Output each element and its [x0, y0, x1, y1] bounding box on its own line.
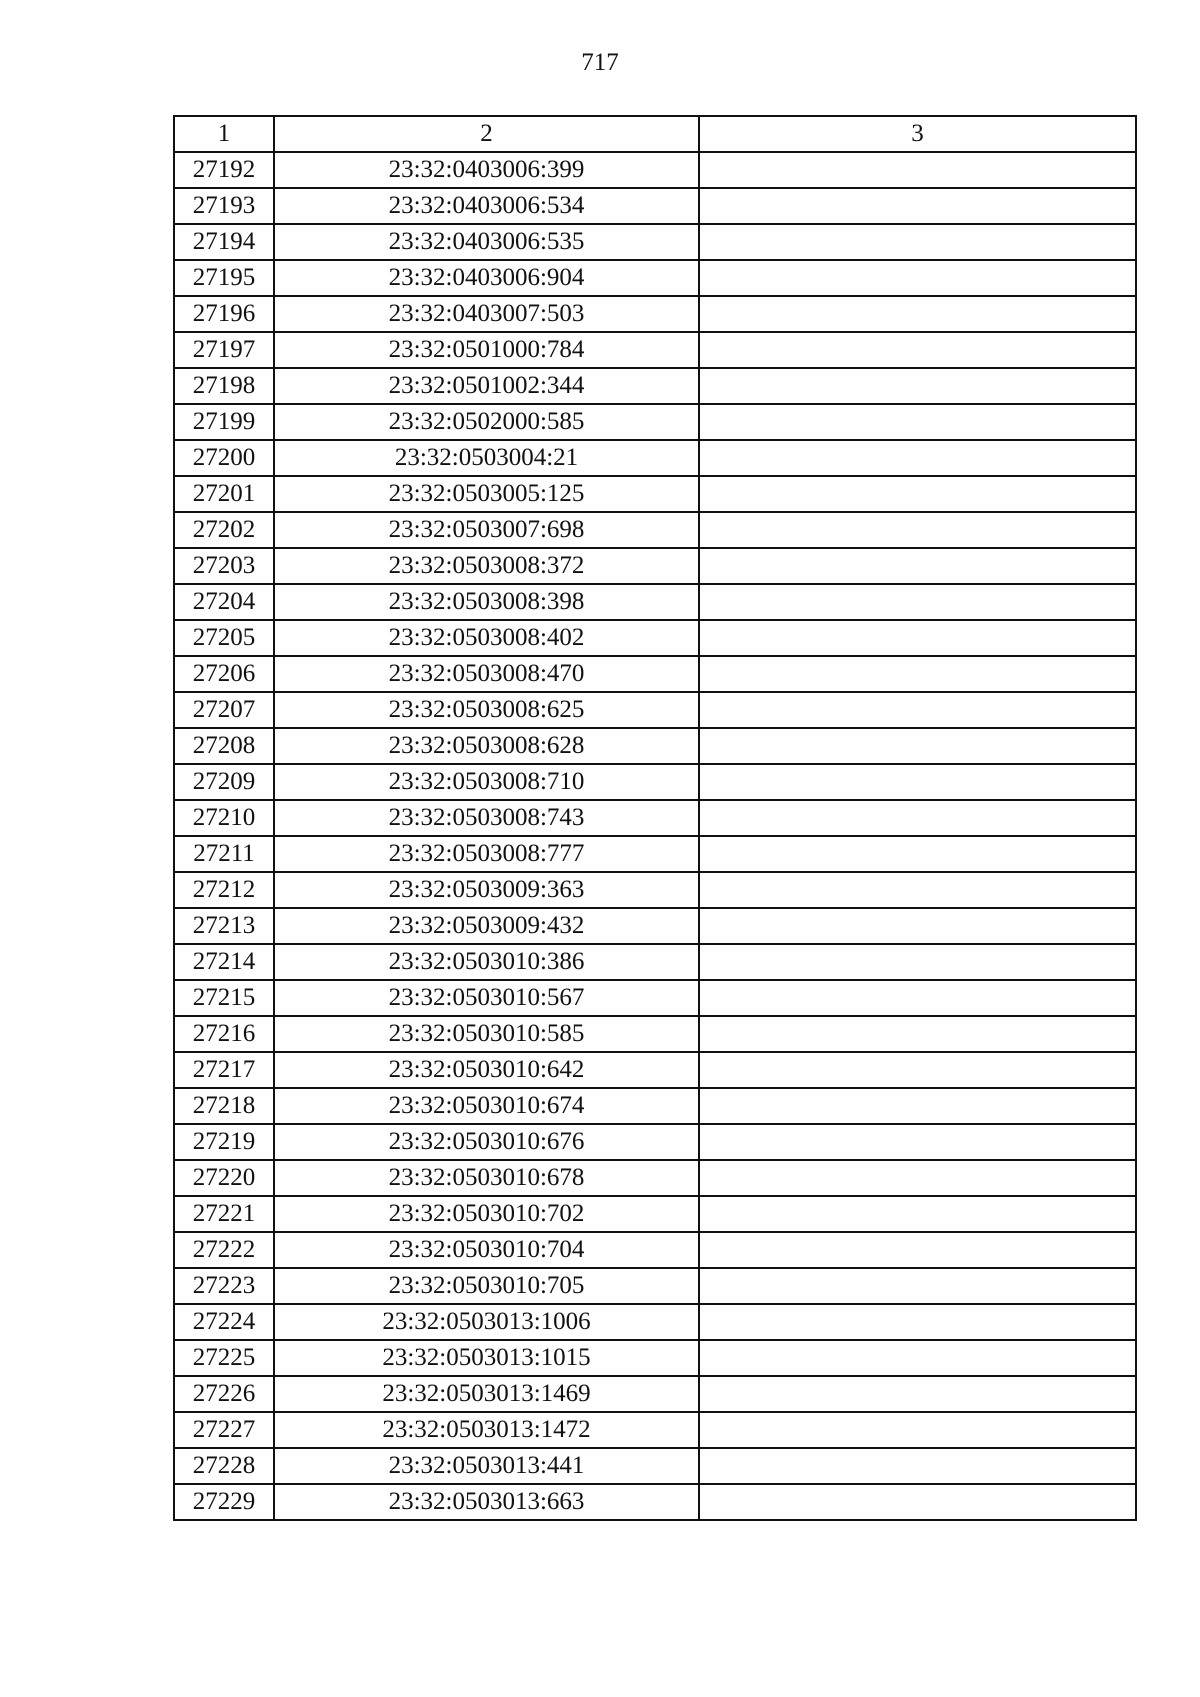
notes-cell	[699, 368, 1136, 404]
table-row	[174, 728, 1136, 764]
cadastral-number-cell: 23:32:0503008:777	[274, 836, 699, 872]
notes-cell	[699, 1412, 1136, 1448]
notes-cell	[699, 548, 1136, 584]
notes-cell	[699, 1160, 1136, 1196]
cadastral-number-cell: 23:32:0403006:534	[274, 188, 699, 224]
table-row	[174, 944, 1136, 980]
row-number-cell: 27226	[174, 1376, 274, 1412]
table-row	[174, 1232, 1136, 1268]
row-number-cell: 27203	[174, 548, 274, 584]
row-number-cell: 27208	[174, 728, 274, 764]
cadastral-number-cell: 23:32:0503010:386	[274, 944, 699, 980]
cadastral-number-cell: 23:32:0503005:125	[274, 476, 699, 512]
notes-cell	[699, 1052, 1136, 1088]
cadastral-number-cell: 23:32:0503010:704	[274, 1232, 699, 1268]
cadastral-number-cell: 23:32:0503010:676	[274, 1124, 699, 1160]
cadastral-number-cell: 23:32:0503010:567	[274, 980, 699, 1016]
cadastral-number-cell: 23:32:0501002:344	[274, 368, 699, 404]
cadastral-number-cell: 23:32:0503010:702	[274, 1196, 699, 1232]
row-number-cell: 27219	[174, 1124, 274, 1160]
table-row	[174, 908, 1136, 944]
notes-cell	[699, 1088, 1136, 1124]
notes-cell	[699, 1268, 1136, 1304]
notes-cell	[699, 1016, 1136, 1052]
table-row	[174, 800, 1136, 836]
row-number-cell: 27200	[174, 440, 274, 476]
cadastral-number-cell: 23:32:0503008:710	[274, 764, 699, 800]
notes-cell	[699, 188, 1136, 224]
table-row	[174, 980, 1136, 1016]
row-number-cell: 27216	[174, 1016, 274, 1052]
cadastral-number-cell: 23:32:0503010:642	[274, 1052, 699, 1088]
table-row	[174, 620, 1136, 656]
cadastral-number-cell: 23:32:0403006:399	[274, 152, 699, 188]
cadastral-number-cell: 23:32:0503008:743	[274, 800, 699, 836]
row-number-cell: 27206	[174, 656, 274, 692]
table-row	[174, 1124, 1136, 1160]
notes-cell	[699, 620, 1136, 656]
row-number-cell: 27213	[174, 908, 274, 944]
table-row	[174, 584, 1136, 620]
notes-cell	[699, 728, 1136, 764]
table-row	[174, 1484, 1136, 1520]
cadastral-number-cell: 23:32:0503009:363	[274, 872, 699, 908]
row-number-cell: 27198	[174, 368, 274, 404]
row-number-cell: 27194	[174, 224, 274, 260]
table-row	[174, 476, 1136, 512]
table-row	[174, 1160, 1136, 1196]
cadastral-number-cell: 23:32:0503013:1472	[274, 1412, 699, 1448]
table-row	[174, 836, 1136, 872]
row-number-cell: 27222	[174, 1232, 274, 1268]
cadastral-number-cell: 23:32:0503013:1015	[274, 1340, 699, 1376]
table-row	[174, 764, 1136, 800]
row-number-cell: 27201	[174, 476, 274, 512]
notes-cell	[699, 1232, 1136, 1268]
notes-cell	[699, 1196, 1136, 1232]
table-row	[174, 296, 1136, 332]
notes-cell	[699, 152, 1136, 188]
column-header-2: 2	[274, 116, 699, 152]
row-number-cell: 27207	[174, 692, 274, 728]
row-number-cell: 27225	[174, 1340, 274, 1376]
row-number-cell: 27193	[174, 188, 274, 224]
cadastral-number-cell: 23:32:0503010:674	[274, 1088, 699, 1124]
cadastral-number-cell: 23:32:0503008:372	[274, 548, 699, 584]
row-number-cell: 27210	[174, 800, 274, 836]
cadastral-number-cell: 23:32:0403006:904	[274, 260, 699, 296]
row-number-cell: 27199	[174, 404, 274, 440]
cadastral-number-cell: 23:32:0503008:398	[274, 584, 699, 620]
cadastral-number-cell: 23:32:0503007:698	[274, 512, 699, 548]
table-row	[174, 260, 1136, 296]
table-row	[174, 440, 1136, 476]
row-number-cell: 27195	[174, 260, 274, 296]
notes-cell	[699, 584, 1136, 620]
row-number-cell: 27212	[174, 872, 274, 908]
cadastral-number-cell: 23:32:0503008:628	[274, 728, 699, 764]
cadastral-number-cell: 23:32:0503009:432	[274, 908, 699, 944]
table-row	[174, 1016, 1136, 1052]
notes-cell	[699, 656, 1136, 692]
table-row	[174, 1340, 1136, 1376]
cadastral-number-cell: 23:32:0403006:535	[274, 224, 699, 260]
cadastral-number-cell: 23:32:0503010:678	[274, 1160, 699, 1196]
row-number-cell: 27223	[174, 1268, 274, 1304]
row-number-cell: 27228	[174, 1448, 274, 1484]
table-row	[174, 872, 1136, 908]
row-number-cell: 27220	[174, 1160, 274, 1196]
row-number-cell: 27202	[174, 512, 274, 548]
row-number-cell: 27204	[174, 584, 274, 620]
table-header-row	[174, 116, 1136, 152]
row-number-cell: 27227	[174, 1412, 274, 1448]
row-number-cell: 27196	[174, 296, 274, 332]
row-number-cell: 27224	[174, 1304, 274, 1340]
table-row	[174, 1412, 1136, 1448]
cadastral-number-cell: 23:32:0403007:503	[274, 296, 699, 332]
row-number-cell: 27217	[174, 1052, 274, 1088]
notes-cell	[699, 332, 1136, 368]
table-row	[174, 1052, 1136, 1088]
notes-cell	[699, 476, 1136, 512]
table-row	[174, 152, 1136, 188]
notes-cell	[699, 224, 1136, 260]
notes-cell	[699, 908, 1136, 944]
notes-cell	[699, 404, 1136, 440]
row-number-cell: 27214	[174, 944, 274, 980]
notes-cell	[699, 1124, 1136, 1160]
table-row	[174, 548, 1136, 584]
notes-cell	[699, 260, 1136, 296]
cadastral-number-cell: 23:32:0503008:402	[274, 620, 699, 656]
notes-cell	[699, 1448, 1136, 1484]
cadastral-number-cell: 23:32:0503013:663	[274, 1484, 699, 1520]
cadastral-number-cell: 23:32:0503013:441	[274, 1448, 699, 1484]
column-header-3: 3	[699, 116, 1136, 152]
notes-cell	[699, 1376, 1136, 1412]
row-number-cell: 27211	[174, 836, 274, 872]
row-number-cell: 27192	[174, 152, 274, 188]
table-row	[174, 404, 1136, 440]
notes-cell	[699, 764, 1136, 800]
notes-cell	[699, 1340, 1136, 1376]
cadastral-number-cell: 23:32:0503008:625	[274, 692, 699, 728]
notes-cell	[699, 872, 1136, 908]
cadastral-number-cell: 23:32:0503004:21	[274, 440, 699, 476]
table-row	[174, 692, 1136, 728]
notes-cell	[699, 980, 1136, 1016]
cadastral-number-cell: 23:32:0501000:784	[274, 332, 699, 368]
page-number: 717	[581, 49, 619, 76]
notes-cell	[699, 296, 1136, 332]
row-number-cell: 27215	[174, 980, 274, 1016]
table-row	[174, 332, 1136, 368]
table-row	[174, 368, 1136, 404]
notes-cell	[699, 440, 1136, 476]
table-row	[174, 1448, 1136, 1484]
cadastral-number-cell: 23:32:0503010:705	[274, 1268, 699, 1304]
cadastral-number-cell: 23:32:0503013:1006	[274, 1304, 699, 1340]
table-row	[174, 1376, 1136, 1412]
cadastral-number-cell: 23:32:0503013:1469	[274, 1376, 699, 1412]
notes-cell	[699, 512, 1136, 548]
cadastral-number-cell: 23:32:0502000:585	[274, 404, 699, 440]
registry-table	[173, 115, 1137, 1521]
row-number-cell: 27221	[174, 1196, 274, 1232]
table-row	[174, 224, 1136, 260]
row-number-cell: 27205	[174, 620, 274, 656]
table-row	[174, 1088, 1136, 1124]
notes-cell	[699, 836, 1136, 872]
cadastral-number-cell: 23:32:0503010:585	[274, 1016, 699, 1052]
notes-cell	[699, 692, 1136, 728]
column-header-1: 1	[174, 116, 274, 152]
row-number-cell: 27209	[174, 764, 274, 800]
row-number-cell: 27218	[174, 1088, 274, 1124]
notes-cell	[699, 800, 1136, 836]
table-row	[174, 1268, 1136, 1304]
table-body	[174, 152, 1136, 1520]
row-number-cell: 27197	[174, 332, 274, 368]
notes-cell	[699, 944, 1136, 980]
row-number-cell: 27229	[174, 1484, 274, 1520]
notes-cell	[699, 1484, 1136, 1520]
table-row	[174, 188, 1136, 224]
table-row	[174, 512, 1136, 548]
cadastral-number-cell: 23:32:0503008:470	[274, 656, 699, 692]
notes-cell	[699, 1304, 1136, 1340]
table-row	[174, 656, 1136, 692]
table-row	[174, 1196, 1136, 1232]
table-row	[174, 1304, 1136, 1340]
